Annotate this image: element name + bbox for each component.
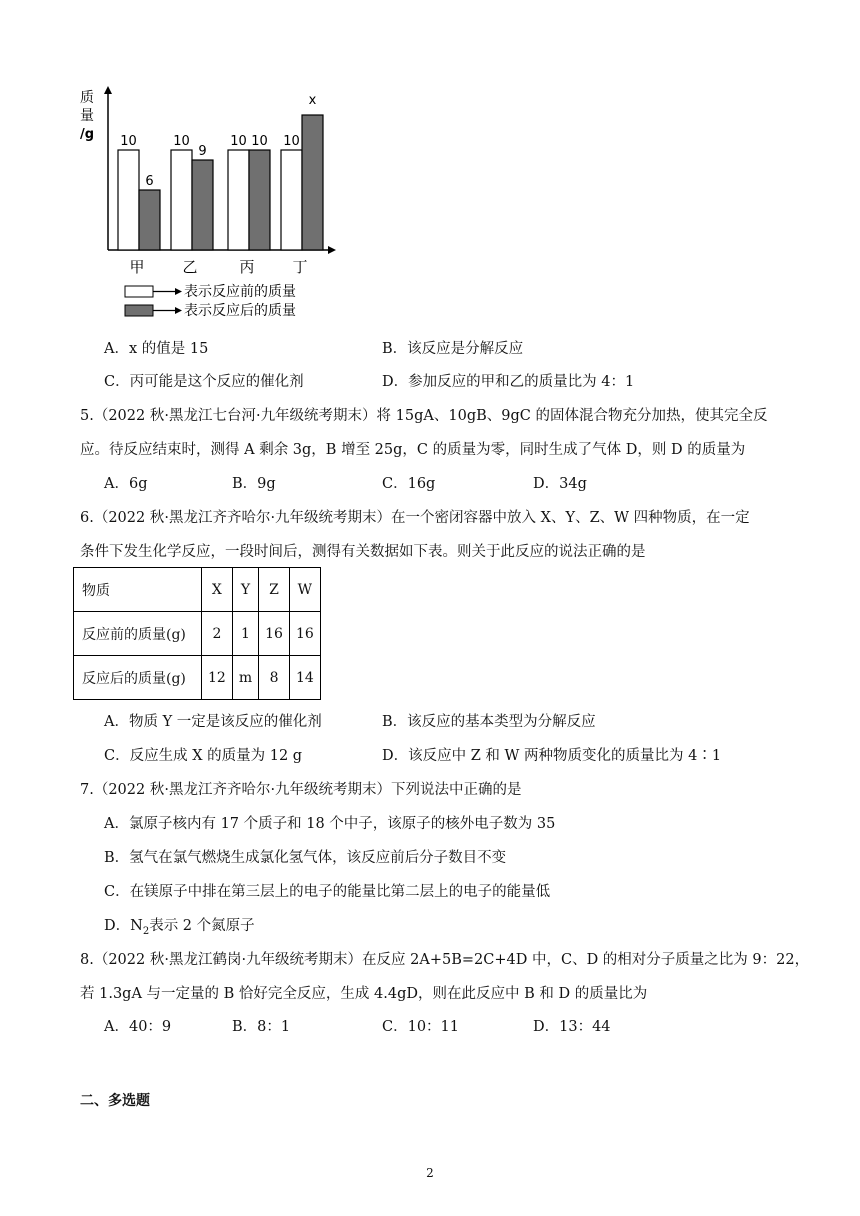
- q7-option-a: A．氯原子核内有 17 个质子和 18 个中子，该原子的核外电子数为 35: [104, 816, 556, 832]
- table-cell: 8: [259, 656, 290, 700]
- y-axis-label: 量: [80, 108, 94, 124]
- bar-after: [249, 150, 270, 250]
- q6-option-c: C．反应生成 X 的质量为 12 g: [104, 748, 303, 764]
- q6-option-d: D．该反应中 Z 和 W 两种物质变化的质量比为 4∶1: [382, 748, 722, 764]
- table-cell: m: [232, 656, 258, 700]
- x-axis-arrow: [328, 246, 336, 254]
- bar-before: [171, 150, 192, 250]
- category-label: 乙: [182, 258, 198, 276]
- table-row: [74, 656, 321, 700]
- data-label: x: [308, 93, 317, 108]
- q6-option-a: A．物质 Y 一定是该反应的催化剂: [104, 714, 322, 730]
- table-cell: 16: [259, 612, 290, 656]
- y-axis-arrow: [104, 86, 112, 94]
- table-cell: X: [202, 568, 233, 612]
- data-label: 10: [173, 134, 190, 149]
- bar-after: [192, 160, 213, 250]
- table-cell: Z: [259, 568, 290, 612]
- legend-arrow-head: [175, 307, 182, 314]
- table-cell: 16: [289, 612, 320, 656]
- q4-option-b: B．该反应是分解反应: [382, 341, 524, 357]
- table-cell: W: [289, 568, 320, 612]
- legend-arrow-head: [175, 288, 182, 295]
- q8-option-d: D．13：44: [533, 1019, 611, 1035]
- bar-before: [281, 150, 302, 250]
- table-cell: 14: [289, 656, 320, 700]
- legend-label: 表示反应后的质量: [184, 303, 296, 319]
- bar-chart: [70, 78, 370, 328]
- table-cell: 物质: [74, 568, 202, 612]
- table-cell: 1: [232, 612, 258, 656]
- q6-stem-line2: 条件下发生化学反应，一段时间后，测得有关数据如下表。则关于此反应的说法正确的是: [80, 544, 646, 560]
- q4-option-c: C．丙可能是这个反应的催化剂: [104, 374, 304, 390]
- q8-option-b: B．8：1: [232, 1019, 291, 1035]
- y-axis-label: /g: [79, 127, 95, 142]
- q4-option-d: D．参加反应的甲和乙的质量比为 4：1: [382, 374, 635, 390]
- data-label: 10: [230, 134, 247, 149]
- q8-stem-line2: 若 1.3gA 与一定量的 B 恰好完全反应，生成 4.4gD，则在此反应中 B 和 D 的质量比为: [80, 986, 648, 1002]
- q7-option-d: [104, 916, 255, 942]
- q6-data-table: [73, 567, 321, 700]
- section-title: 二、多选题: [80, 1093, 150, 1109]
- table-cell: 反应后的质量(g): [74, 656, 202, 700]
- legend-swatch-before: [125, 286, 153, 297]
- data-label: 10: [120, 134, 137, 149]
- table-cell: 反应前的质量(g): [74, 612, 202, 656]
- q8-option-a: A．40：9: [104, 1019, 172, 1035]
- data-label: 9: [198, 144, 207, 159]
- q4-option-a: A．x 的值是 15: [104, 341, 209, 357]
- y-axis-label: 质: [80, 90, 94, 106]
- q5-option-c: C．16g: [382, 476, 436, 492]
- table-cell: 2: [202, 612, 233, 656]
- page-number: 2: [426, 1166, 434, 1180]
- q7-option-d-subscript: 2: [142, 925, 150, 937]
- q7-stem: 7.（2022 秋·黑龙江齐齐哈尔·九年级统考期末）下列说法中正确的是: [80, 782, 522, 798]
- bar-after: [139, 190, 160, 250]
- bar-after: [302, 115, 323, 250]
- data-label: 10: [251, 134, 268, 149]
- q5-option-b: B．9g: [232, 476, 276, 492]
- table-row: [74, 612, 321, 656]
- table-cell: Y: [232, 568, 258, 612]
- data-label: 6: [145, 174, 154, 189]
- q5-stem-line1: 5.（2022 秋·黑龙江七台河·九年级统考期末）将 15gA、10gB、9gC 的固体混合物充分加热，使其完全反: [80, 408, 768, 424]
- table-row: [74, 568, 321, 612]
- q7-option-b: B．氢气在氯气燃烧生成氯化氢气体，该反应前后分子数目不变: [104, 850, 507, 866]
- category-label: 甲: [129, 258, 145, 276]
- q8-stem-line1: 8.（2022 秋·黑龙江鹤岗·九年级统考期末）在反应 2A+5B=2C+4D 中，C、D 的相对分子质量之比为 9：22，: [80, 952, 810, 968]
- q7-option-d-suffix: 表示 2 个氮原子: [149, 918, 255, 934]
- q8-option-c: C．10：11: [382, 1019, 459, 1035]
- q5-option-a: A．6g: [104, 476, 148, 492]
- legend-label: 表示反应前的质量: [184, 284, 296, 300]
- q7-option-d-prefix: D．N: [104, 918, 143, 934]
- q5-stem-line2: 应。待反应结束时，测得 A 剩余 3g，B 增至 25g，C 的质量为零，同时生成了气体 D，则 D 的质量为: [80, 442, 746, 458]
- data-label: 10: [283, 134, 300, 149]
- table-cell: 12: [202, 656, 233, 700]
- category-label: 丁: [292, 258, 308, 276]
- legend-swatch-after: [125, 305, 153, 316]
- bar-before: [228, 150, 249, 250]
- q5-option-d: D．34g: [533, 476, 587, 492]
- q6-option-b: B．该反应的基本类型为分解反应: [382, 714, 596, 730]
- category-label: 丙: [239, 258, 255, 276]
- q6-stem-line1: 6.（2022 秋·黑龙江齐齐哈尔·九年级统考期末）在一个密闭容器中放入 X、Y、Z、W 四种物质，在一定: [80, 510, 750, 526]
- bar-before: [118, 150, 139, 250]
- q7-option-c: C．在镁原子中排在第三层上的电子的能量比第二层上的电子的能量低: [104, 884, 551, 900]
